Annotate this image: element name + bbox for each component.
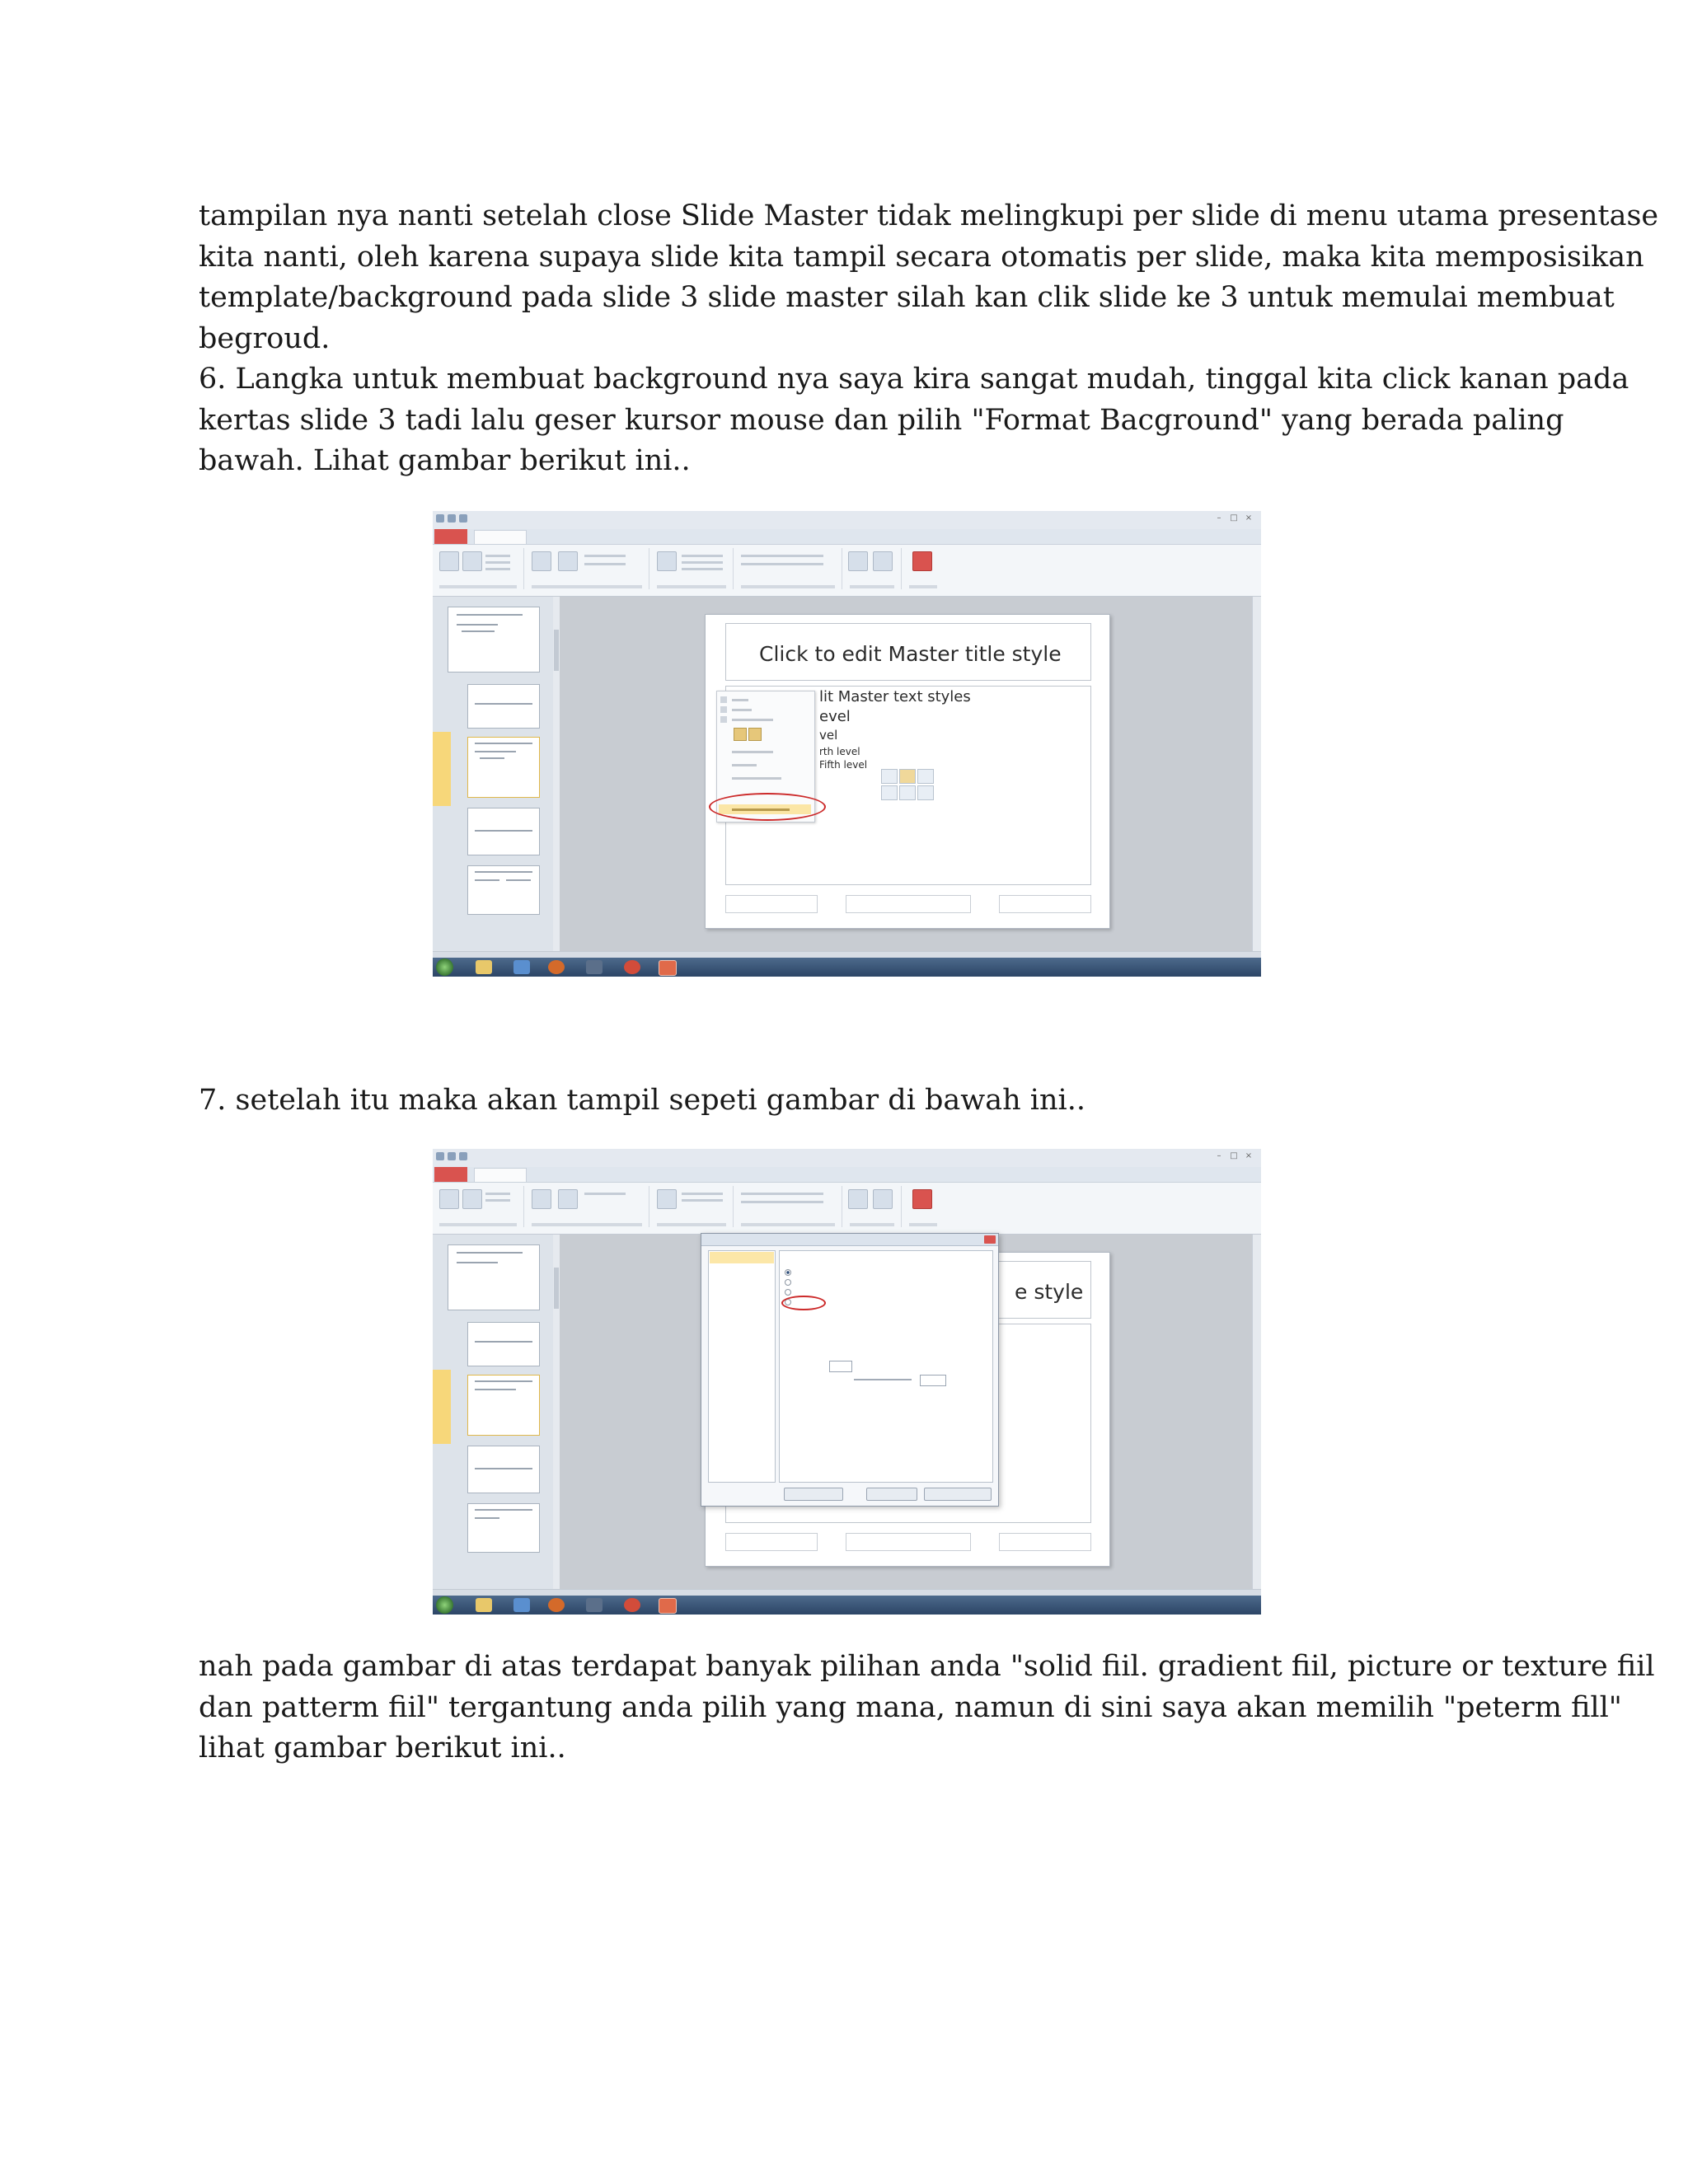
thumbnail-scrollbar <box>553 1235 560 1589</box>
paste-option-icon <box>748 728 762 741</box>
explorer-icon <box>476 960 492 974</box>
close-icon: × <box>1245 1151 1253 1160</box>
dialog-close-icon <box>984 1235 996 1244</box>
smartart-icon <box>917 769 934 784</box>
windows-start-icon <box>436 958 453 976</box>
slide-thumbnail-selected <box>467 1375 540 1436</box>
close-master-view-icon <box>912 551 932 571</box>
slide-orientation-icon <box>873 1189 893 1209</box>
system-tray <box>1132 1600 1256 1610</box>
save-icon <box>448 514 456 523</box>
ribbon <box>433 1183 1261 1235</box>
powerpoint-icon <box>659 1598 677 1614</box>
slide-title: Click to edit Master title style <box>759 642 1062 666</box>
slide-title-partial: e style <box>1015 1280 1084 1304</box>
solid-fill-radio <box>785 1269 791 1276</box>
color-dropdown <box>829 1361 852 1372</box>
format-background-dialog <box>701 1233 999 1507</box>
text-line: dan patterm fiil" tergantung anda pilih yang mana, namun di sini saya akan memilih "peterm fill" <box>199 1690 1622 1724</box>
text-line: kertas slide 3 tadi lalu geser kursor mouse dan pilih "Format Bacground" yang berada paling <box>199 403 1564 437</box>
text-line: 6. Langka untuk membuat background nya saya kira sangat mudah, tinggal kita click kanan pada <box>199 363 1629 396</box>
ribbon-tabs <box>433 529 1261 545</box>
slide-thumbnails <box>433 1235 557 1589</box>
powerpoint-icon <box>659 960 677 976</box>
slide-number-placeholder <box>999 1533 1091 1551</box>
text-line: kita nanti, oleh karena supaya slide kita tampil secara otomatis per slide, maka kita memposisikan <box>199 240 1644 274</box>
ribbon-tabs <box>433 1167 1261 1183</box>
ribbon-group-close <box>903 548 944 589</box>
transparency-slider <box>854 1379 912 1380</box>
title-placeholder <box>725 623 1091 681</box>
ribbon-group-close <box>903 1186 944 1227</box>
chrome-icon <box>624 1598 640 1612</box>
text-line: bawah. Lihat gambar berikut ini.. <box>199 444 691 477</box>
clipart-icon <box>899 785 916 800</box>
ribbon-group-master-layout <box>525 1186 649 1227</box>
picture-icon <box>881 785 898 800</box>
selected-slide-marker <box>433 732 451 806</box>
text-line: begroud. <box>199 321 331 355</box>
insert-slide-master-icon <box>439 1189 459 1209</box>
maximize-icon: □ <box>1230 513 1238 523</box>
close-icon: × <box>1245 513 1253 523</box>
dialog-close-button <box>866 1488 917 1501</box>
copy-icon <box>720 706 727 713</box>
chart-icon <box>899 769 916 784</box>
footer-placeholder <box>846 1533 971 1551</box>
slide-orientation-icon <box>873 551 893 571</box>
slide-number-placeholder <box>999 895 1091 913</box>
date-placeholder <box>725 1533 818 1551</box>
file-tab <box>434 1167 467 1182</box>
taskbar <box>433 1596 1261 1615</box>
paste-option-icon <box>734 728 747 741</box>
slide-thumbnail <box>467 865 540 915</box>
paste-icon <box>720 716 727 723</box>
slide-thumbnail <box>467 684 540 729</box>
explorer-icon <box>476 1598 492 1612</box>
dialog-category-list <box>708 1250 776 1483</box>
body-level: evel <box>819 708 851 725</box>
ribbon-group-page-setup <box>843 548 902 589</box>
windows-start-icon <box>436 1596 453 1614</box>
close-master-view-icon <box>912 1189 932 1209</box>
slide-thumbnail <box>448 607 540 673</box>
chrome-icon <box>624 960 640 974</box>
page-setup-icon <box>848 551 868 571</box>
slide-thumbnail <box>448 1244 540 1310</box>
maximize-icon: □ <box>1230 1151 1238 1160</box>
slide-thumbnail <box>467 1446 540 1493</box>
category-fill-selected <box>710 1252 774 1263</box>
slide-thumbnail <box>467 1503 540 1553</box>
table-icon <box>881 769 898 784</box>
firefox-icon <box>548 1598 565 1612</box>
ribbon-group-edit-master <box>433 548 524 589</box>
title-bar <box>433 1149 1261 1168</box>
ribbon-group-edit-master <box>433 1186 524 1227</box>
body-level: vel <box>819 728 838 743</box>
transparency-spinner <box>920 1375 946 1386</box>
cut-icon <box>720 696 727 703</box>
paragraph-fill-options <box>199 1647 1655 1769</box>
thumbnail-scrollbar <box>553 597 560 951</box>
insert-layout-icon <box>462 551 482 571</box>
text-line: tampilan nya nanti setelah close Slide Master tidak melingkupi per slide di menu utama presentase <box>199 199 1659 232</box>
media-icon <box>513 960 530 974</box>
body-level: lit Master text styles <box>819 688 971 705</box>
player-icon <box>586 1598 603 1612</box>
text-line: template/background pada slide 3 slide master silah kan clik slide ke 3 untuk memulai membuat <box>199 281 1615 314</box>
insert-slide-master-icon <box>439 551 459 571</box>
ribbon-group-edit-theme <box>650 1186 734 1227</box>
body-level: Fifth level <box>819 759 868 771</box>
undo-icon <box>459 1152 467 1160</box>
text-line: 7. setelah itu maka akan tampil sepeti gambar di bawah ini.. <box>199 1084 1085 1117</box>
screenshot-format-background <box>433 1149 1261 1615</box>
title-bar <box>433 511 1261 530</box>
text-line: nah pada gambar di atas terdapat banyak pilihan anda "solid fiil. gradient fiil, picture or texture fiil <box>199 1650 1655 1683</box>
ribbon-group-background <box>734 1186 842 1227</box>
save-icon <box>448 1152 456 1160</box>
media-icon <box>513 1598 530 1612</box>
ribbon-group-page-setup <box>843 1186 902 1227</box>
ribbon-group-background <box>734 548 842 589</box>
vertical-scrollbar <box>1252 597 1261 951</box>
player-icon <box>586 960 603 974</box>
date-placeholder <box>725 895 818 913</box>
annotation-ring <box>781 1296 826 1310</box>
minimize-icon: – <box>1217 513 1221 523</box>
window-title <box>787 514 790 523</box>
insert-layout-icon <box>462 1189 482 1209</box>
selected-slide-marker <box>433 1370 451 1444</box>
dialog-title-bar <box>701 1234 998 1246</box>
slide-master-tab <box>474 530 527 544</box>
slide-master-tab <box>474 1168 527 1182</box>
screenshot-context-menu <box>433 511 1261 977</box>
vertical-scrollbar <box>1252 1235 1261 1589</box>
reset-background-button <box>784 1488 843 1501</box>
ribbon-group-edit-theme <box>650 548 734 589</box>
picture-texture-fill-radio <box>785 1289 791 1296</box>
slide-thumbnail <box>467 808 540 855</box>
taskbar <box>433 958 1261 977</box>
insert-placeholder-icon <box>558 1189 578 1209</box>
annotation-ring <box>709 793 826 821</box>
paragraph-intro <box>199 196 1659 482</box>
gradient-fill-radio <box>785 1279 791 1286</box>
themes-icon <box>657 551 677 571</box>
slide-thumbnail-selected <box>467 737 540 798</box>
master-layout-icon <box>532 1189 551 1209</box>
firefox-icon <box>548 960 565 974</box>
app-icon <box>436 1152 444 1160</box>
paragraph-step7 <box>199 1080 1501 1122</box>
minimize-icon: – <box>1217 1151 1221 1160</box>
ribbon-group-master-layout <box>525 548 649 589</box>
themes-icon <box>657 1189 677 1209</box>
media-icon <box>917 785 934 800</box>
slide-thumbnail <box>467 1322 540 1366</box>
master-layout-icon <box>532 551 551 571</box>
body-level: rth level <box>819 746 860 757</box>
app-icon <box>436 514 444 523</box>
page-setup-icon <box>848 1189 868 1209</box>
undo-icon <box>459 514 467 523</box>
apply-to-all-button <box>924 1488 992 1501</box>
file-tab <box>434 529 467 544</box>
slide-thumbnails <box>433 597 557 951</box>
insert-placeholder-icon <box>558 551 578 571</box>
system-tray <box>1132 962 1256 972</box>
footer-placeholder <box>846 895 971 913</box>
fill-options-pane <box>779 1250 993 1483</box>
slide-master-canvas <box>705 614 1110 929</box>
text-line: lihat gambar berikut ini.. <box>199 1732 566 1765</box>
ribbon <box>433 545 1261 597</box>
